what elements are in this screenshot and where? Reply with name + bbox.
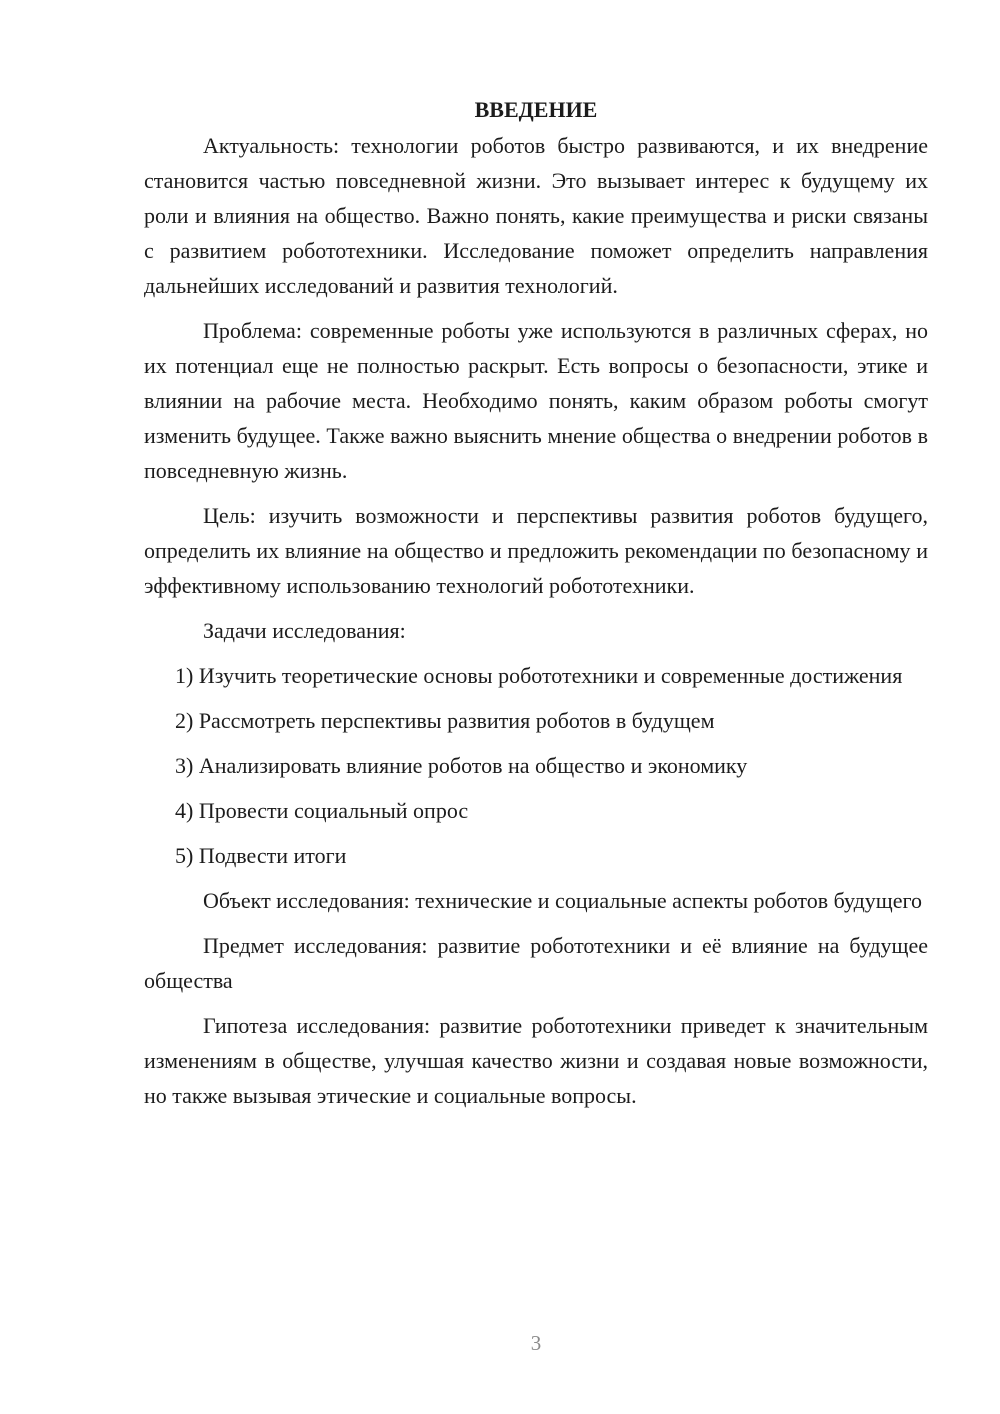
list-item: 2) Рассмотреть перспективы развития роботов в будущем [175,708,715,733]
problem-paragraph: Проблема: современные роботы уже используются в различных сферах, но их потенциал еще не полностью раскрыт. Есть вопросы о безопасности, этике и влиянии на рабочие места. Необходимо понять, каким образом роботы смогут изменить будущее. Также важно выяснить мнение общества о внедрении роботов в повседневную жизнь. [144,318,928,483]
tasks-label: Задачи исследования: [203,618,406,643]
list-item: 1) Изучить теоретические основы робототехники и современные достижения [175,663,903,688]
hypothesis-paragraph: Гипотеза исследования: развитие робототехники приведет к значительным изменениям в обществе, улучшая качество жизни и создавая новые возможности, но также вызывая этические и социальные вопросы. [144,1013,928,1108]
page-title: ВВЕДЕНИЕ [474,97,598,122]
page-number: 3 [530,1331,542,1355]
subject-paragraph: Предмет исследования: развитие робототехники и её влияние на будущее общества [144,933,928,993]
list-item: 3) Анализировать влияние роботов на общество и экономику [175,753,748,778]
list-item: 4) Провести социальный опрос [175,798,469,823]
goal-paragraph: Цель: изучить возможности и перспективы развития роботов будущего, определить их влияние на общество и предложить рекомендации по безопасному и эффективному использованию технологий робототехники. [144,503,928,598]
document-page [144,92,928,1123]
relevance-paragraph: Актуальность: технологии роботов быстро развиваются, и их внедрение становится частью повседневной жизни. Это вызывает интерес к будущему их роли и влияния на общество. Важно понять, какие преимущества и риски связаны с развитием робототехники. Исследование поможет определить направления дальнейших исследований и развития технологий. [144,133,928,298]
list-item: 5) Подвести итоги [175,843,347,868]
object-paragraph: Объект исследования: технические и социальные аспекты роботов будущего [203,888,922,913]
